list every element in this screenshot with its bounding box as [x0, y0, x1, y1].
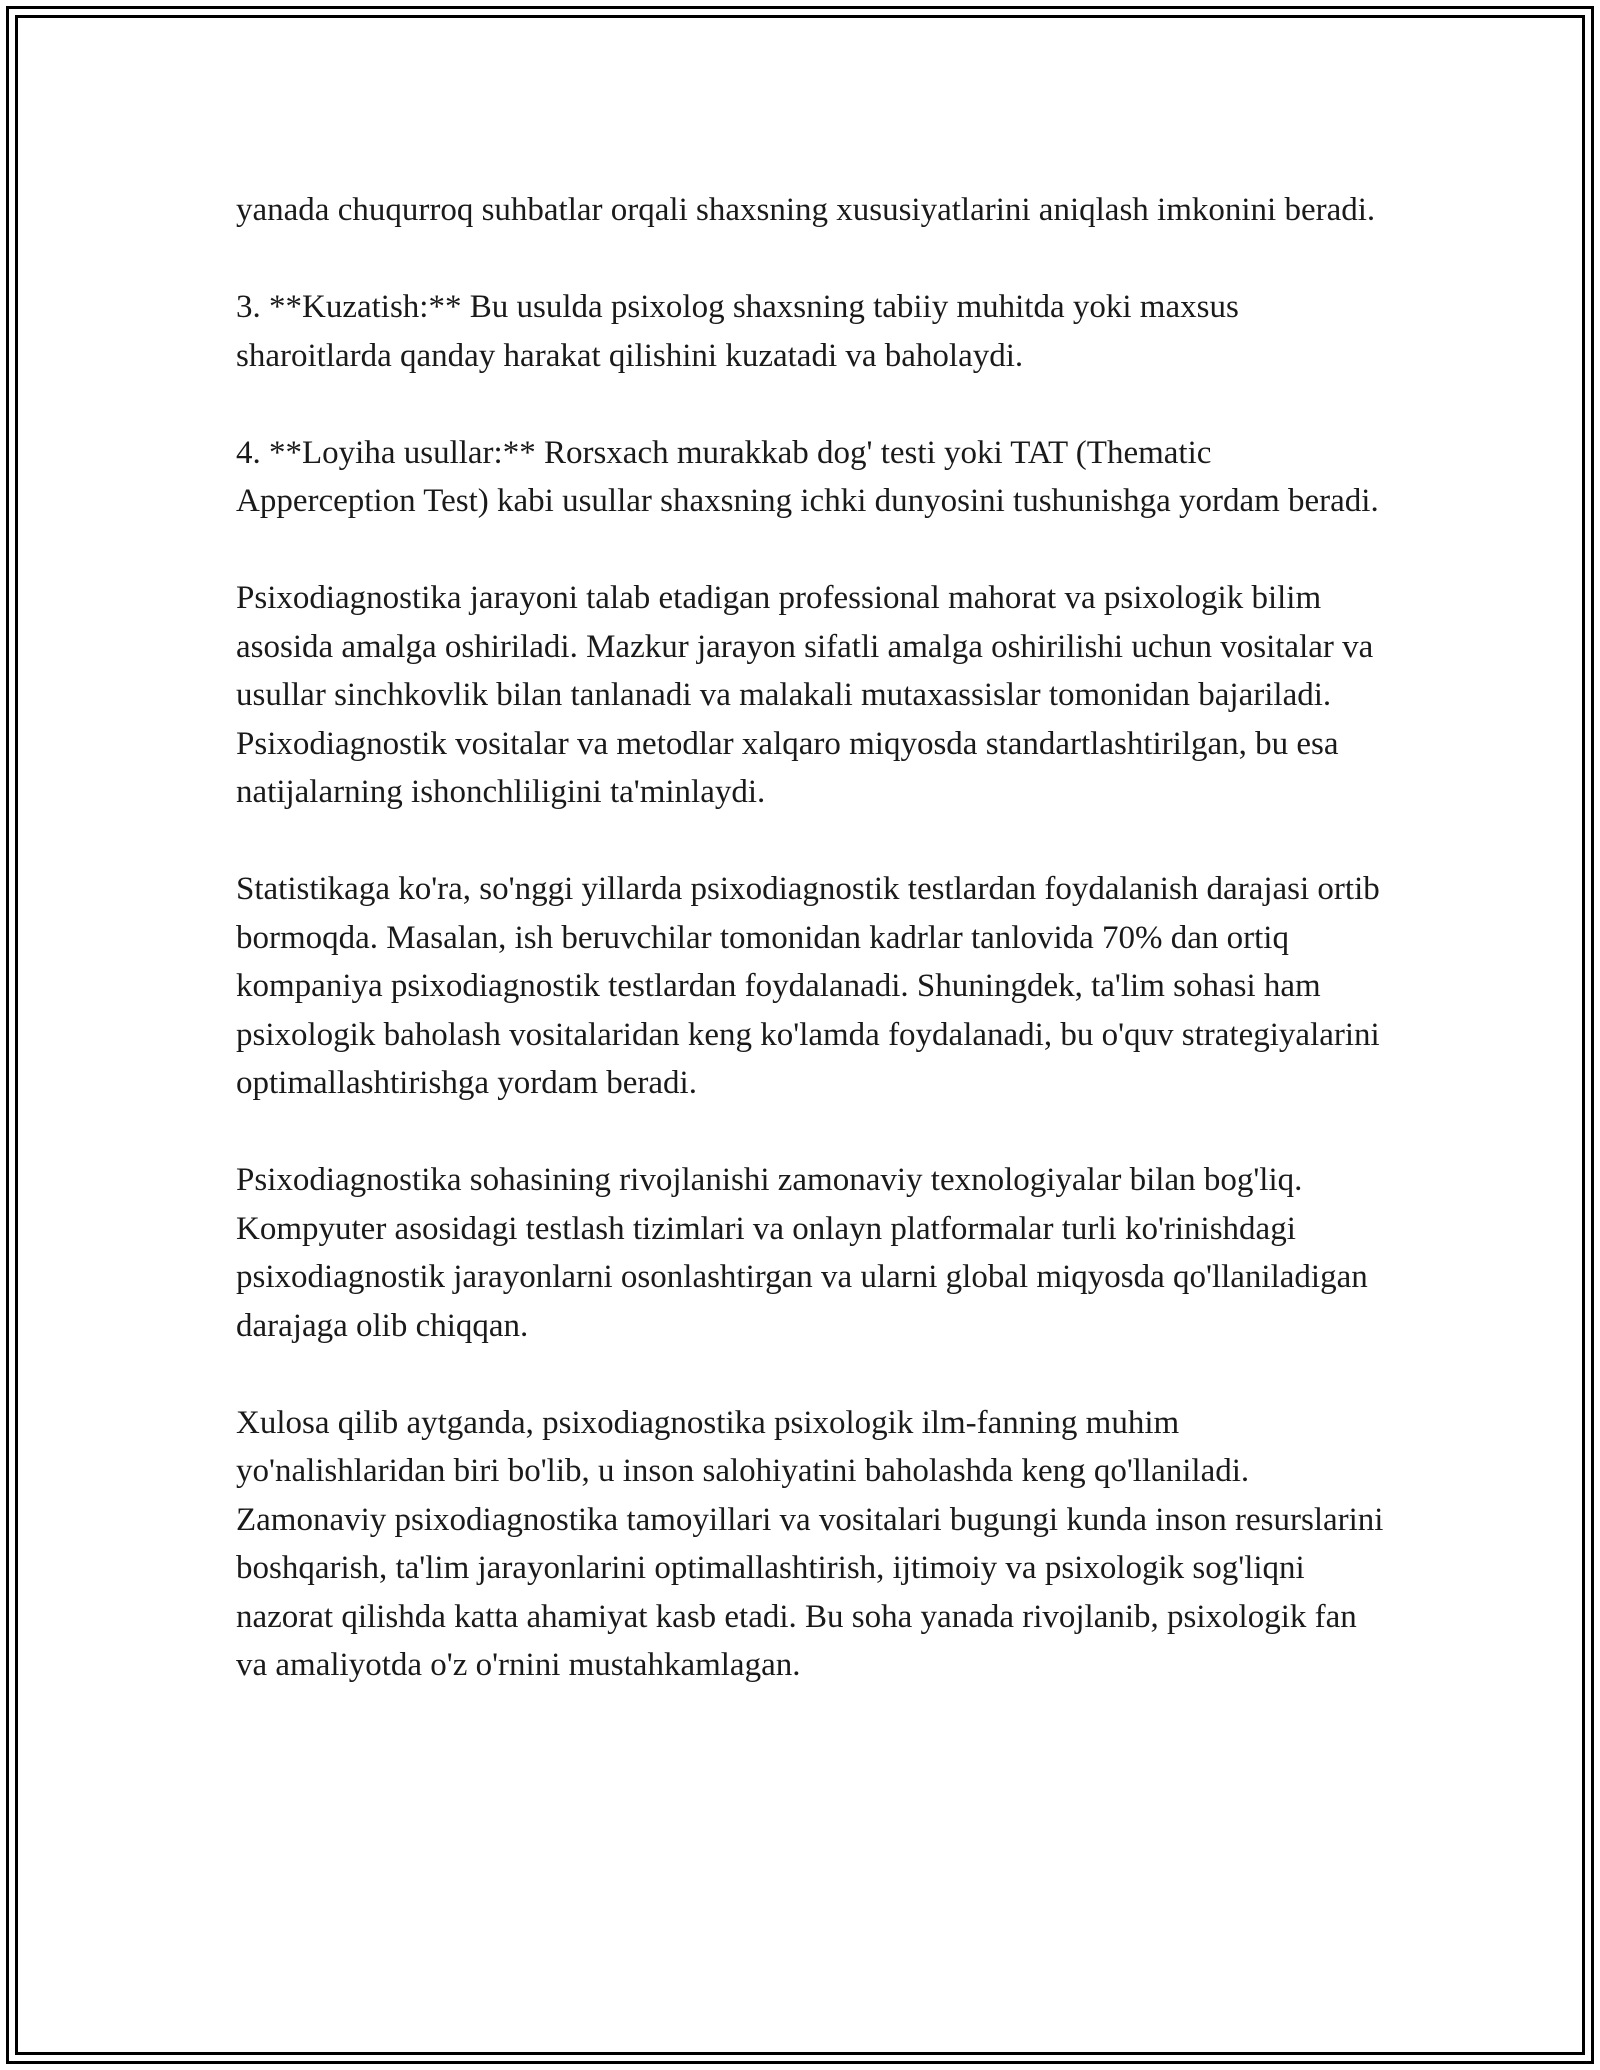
paragraph-continuation: yanada chuqurroq suhbatlar orqali shaxsning xususiyatlarini aniqlash imkonini beradi. — [236, 192, 1376, 228]
paragraph-kuzatish: 3. **Kuzatish:** Bu usulda psixolog shaxsning tabiiy muhitda yoki maxsus sharoitlarda qanday harakat qilishini kuzatadi va baholaydi. — [236, 289, 1239, 374]
paragraph-jarayon: Psixodiagnostika jarayoni talab etadigan professional mahorat va psixologik bilim asosida amalga oshiriladi. Mazkur jarayon sifatli amalga oshirilishi uchun vositalar va usullar sinchkovlik bilan tanlanadi va malakali mutaxassislar tomonidan bajariladi. Psixodiagnostik vositalar va metodlar xalqaro miqyosda standartlashtirilgan, bu esa natijalarning ishonchliligini ta'minlaydi. — [236, 580, 1374, 810]
paragraph-texnologiyalar: Psixodiagnostika sohasining rivojlanishi zamonaviy texnologiyalar bilan bog'liq. Kompyuter asosidagi testlash tizimlari va onlayn platformalar turli ko'rinishdagi psixodiagnostik jarayonlarni osonlashtirgan va ularni global miqyosda qo'llaniladigan darajaga olib chiqqan. — [236, 1162, 1368, 1344]
paragraph-statistika: Statistikaga ko'ra, so'nggi yillarda psixodiagnostik testlardan foydalanish darajasi ortib bormoqda. Masalan, ish beruvchilar tomonidan kadrlar tanlovida 70% dan ortiq kompaniya psixodiagnostik testlardan foydalanadi. Shuningdek, ta'lim sohasi ham psixologik baholash vositalaridan keng ko'lamda foydalanadi, bu o'quv strategiyalarini optimallashtirishga yordam beradi. — [236, 871, 1380, 1101]
paragraph-xulosa: Xulosa qilib aytganda, psixodiagnostika psixologik ilm-fanning muhim yo'nalishlaridan biri bo'lib, u inson salohiyatini baholashda keng qo'llaniladi. Zamonaviy psixodiagnostika tamoyillari va vositalari bugungi kunda inson resurslarini boshqarish, ta'lim jarayonlarini optimallashtirish, ijtimoiy va psixologik sog'liqni nazorat qilishda katta ahamiyat kasb etadi. Bu soha yanada rivojlanib, psixologik fan va amaliyotda o'z o'rnini mustahkamlagan. — [236, 1404, 1384, 1683]
document-body — [236, 186, 1386, 1690]
paragraph-loyiha-usullar: 4. **Loyiha usullar:** Rorsxach murakkab dog' testi yoki TAT (Thematic Apperception Test) kabi usullar shaxsning ichki dunyosini tushunishga yordam beradi. — [236, 434, 1379, 519]
